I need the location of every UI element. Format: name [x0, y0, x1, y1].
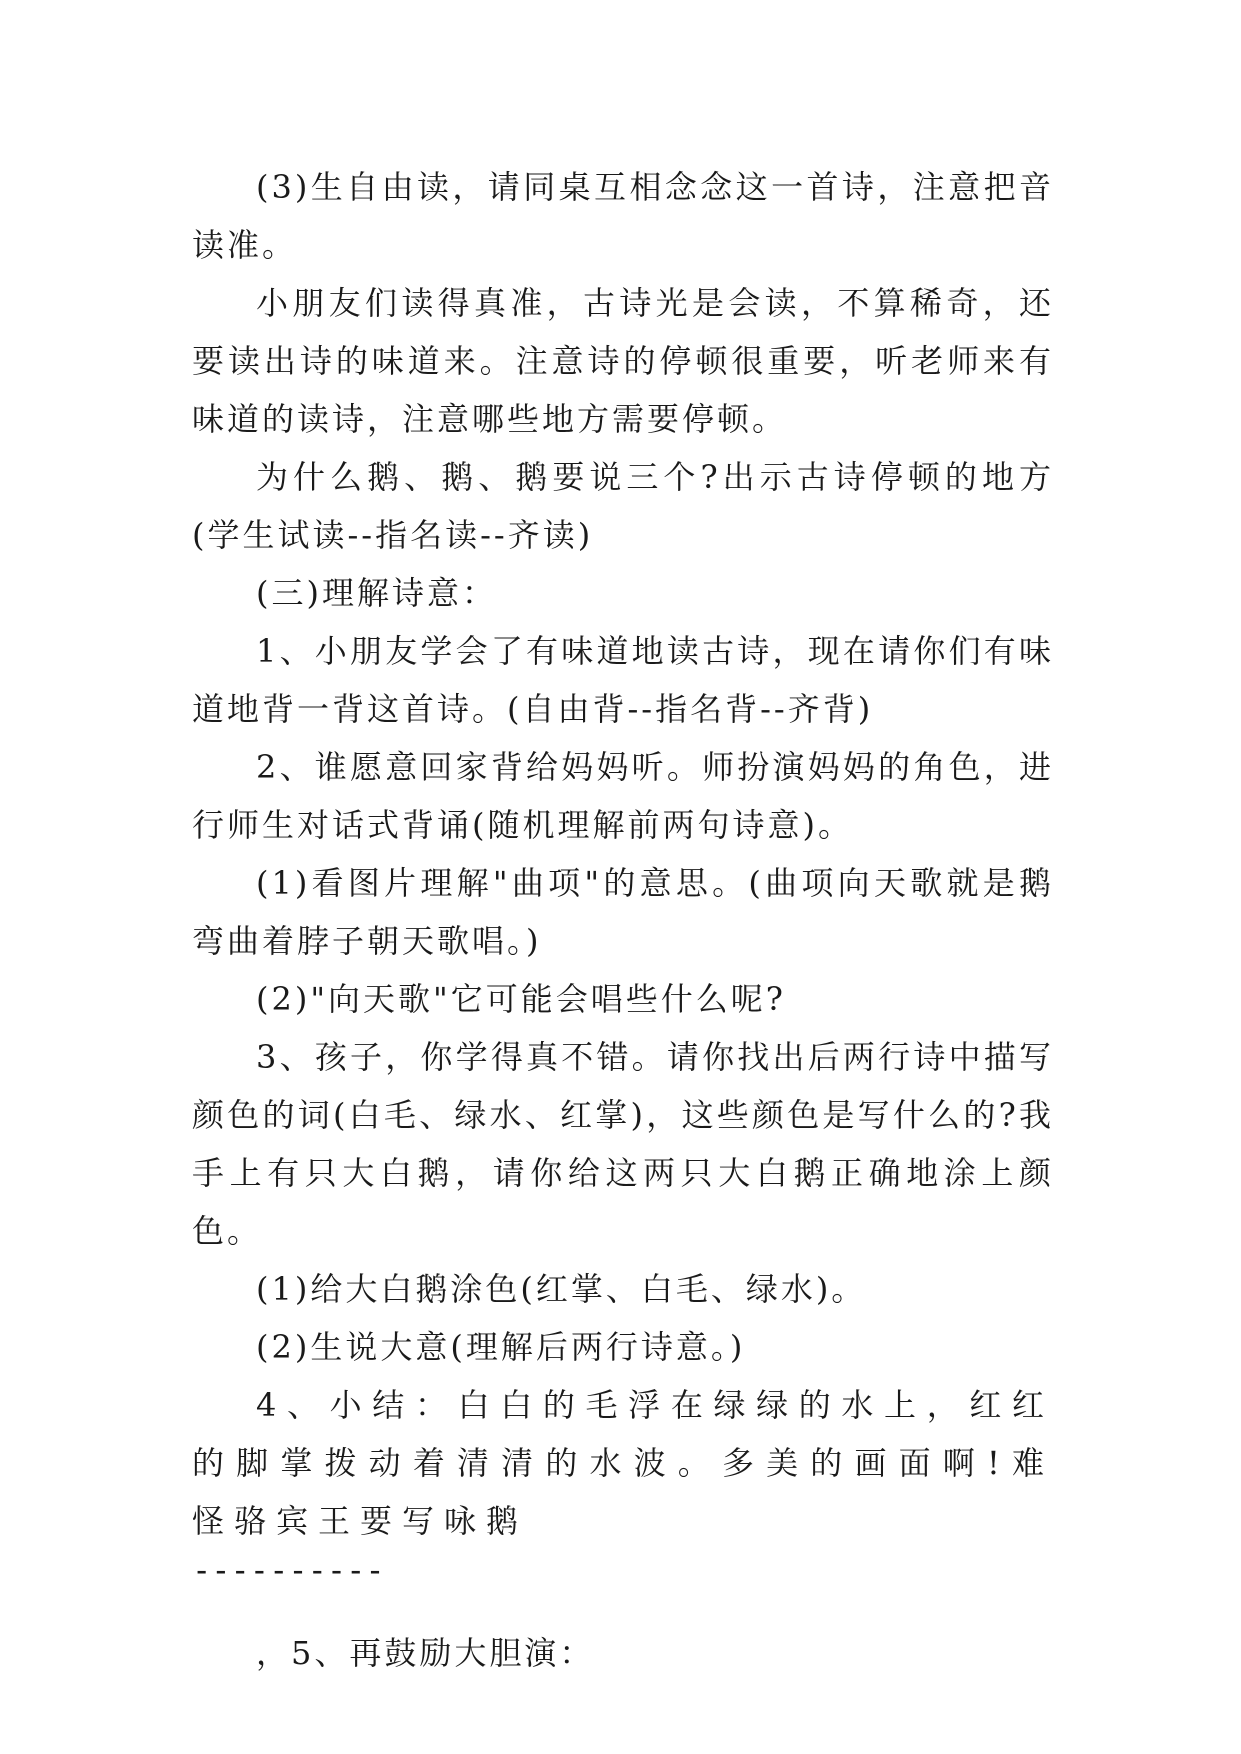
paragraph-item-5: ，5、再鼓励大胆演：: [256, 1634, 595, 1672]
section-heading-3: (三)理解诗意：: [256, 574, 497, 612]
paragraph-item-2: 2、谁愿意回家背给妈妈听。师扮演妈妈的角色，进行师生对话式背诵(随机理解前两句诗意)。: [192, 748, 1054, 844]
dash-rule: ----------: [192, 1551, 385, 1589]
document-body: [192, 158, 1054, 1682]
paragraph-subitem-4: (2)生说大意(理解后两行诗意。): [256, 1328, 746, 1366]
paragraph-2: 小朋友们读得真准，古诗光是会读，不算稀奇，还要读出诗的味道来。注意诗的停顿很重要，听老师来有味道的读诗，注意哪些地方需要停顿。: [192, 284, 1054, 438]
paragraph-item-3: 3、孩子，你学得真不错。请你找出后两行诗中描写颜色的词(白毛、绿水、红掌)，这些颜色是写什么的?我手上有只大白鹅，请你给这两只大白鹅正确地涂上颜色。: [192, 1038, 1054, 1250]
paragraph-subitem-1: (1)看图片理解"曲项"的意思。(曲项向天歌就是鹅弯曲着脖子朝天歌唱。): [192, 864, 1054, 960]
paragraph-item-1: 1、小朋友学会了有味道地读古诗，现在请你们有味道地背一背这首诗。(自由背--指名背--齐背): [192, 632, 1054, 728]
spacer: [192, 1590, 1054, 1624]
paragraph-item-4: 4、小结：白白的毛浮在绿绿的水上，红红的脚掌拨动着清清的水波。多美的画面啊!难怪骆宾王要写咏鹅: [192, 1386, 1054, 1540]
paragraph-subitem-3: (1)给大白鹅涂色(红掌、白毛、绿水)。: [256, 1270, 867, 1308]
paragraph-3: 为什么鹅、鹅、鹅要说三个?出示古诗停顿的地方(学生试读--指名读--齐读): [192, 458, 1054, 554]
paragraph-subitem-2: (2)"向天歌"它可能会唱些什么呢?: [256, 980, 786, 1018]
paragraph-1: (3)生自由读，请同桌互相念念这一首诗，注意把音读准。: [192, 168, 1054, 264]
